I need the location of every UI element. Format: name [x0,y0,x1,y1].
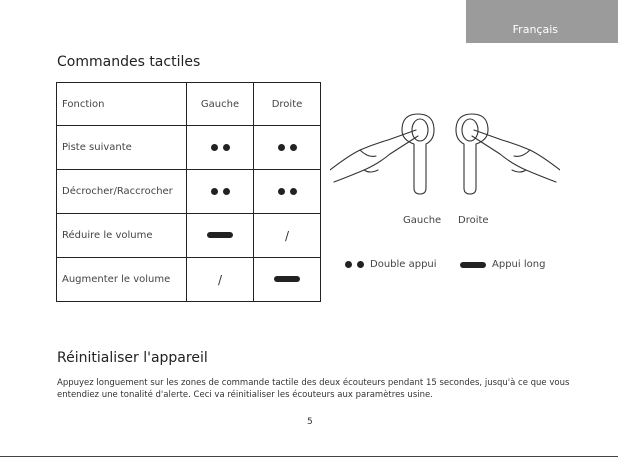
language-tab[interactable] [466,0,618,43]
double-tap-icon [187,126,254,170]
legend-long-label: Appui long [492,259,546,270]
section-title-reset: Réinitialiser l'appareil [57,350,208,366]
table-row [57,126,321,170]
right-earbud-label: Droite [458,215,489,226]
language-tab-label: Français [512,23,558,36]
section-title-touch-controls: Commandes tactiles [57,54,201,70]
legend-double-label: Double appui [370,259,437,270]
row-function: Augmenter le volume [57,258,187,302]
table-header-row [57,83,321,126]
footer-divider [0,456,618,457]
long-press-icon [187,214,254,258]
long-press-icon [254,258,321,302]
double-tap-icon [254,170,321,214]
legend-double-tap [345,259,437,270]
legend-long-press [460,259,545,270]
table-row [57,214,321,258]
double-tap-icon [254,126,321,170]
double-tap-icon [345,261,364,268]
page-number: 5 [307,417,313,427]
row-function: Décrocher/Raccrocher [57,170,187,214]
table-row [57,258,321,302]
long-press-icon [460,262,486,268]
reset-instructions: Appuyez longuement sur les zones de commande tactile des deux écouteurs pendant 15 secondes, jusqu'à ce que vous entendiez une tonalité d'alerte. Ceci va réinitialiser les écouteurs aux paramètres usine. [57,378,570,400]
row-function: Réduire le volume [57,214,187,258]
header-left: Gauche [187,83,254,126]
earbuds-touch-illustration [330,110,560,210]
double-tap-icon [187,170,254,214]
left-earbud-label: Gauche [403,215,442,226]
header-function: Fonction [57,83,187,126]
header-right: Droite [254,83,321,126]
table-row [57,170,321,214]
touch-controls-table [56,82,321,302]
not-applicable: / [254,214,321,258]
row-function: Piste suivante [57,126,187,170]
not-applicable: / [187,258,254,302]
